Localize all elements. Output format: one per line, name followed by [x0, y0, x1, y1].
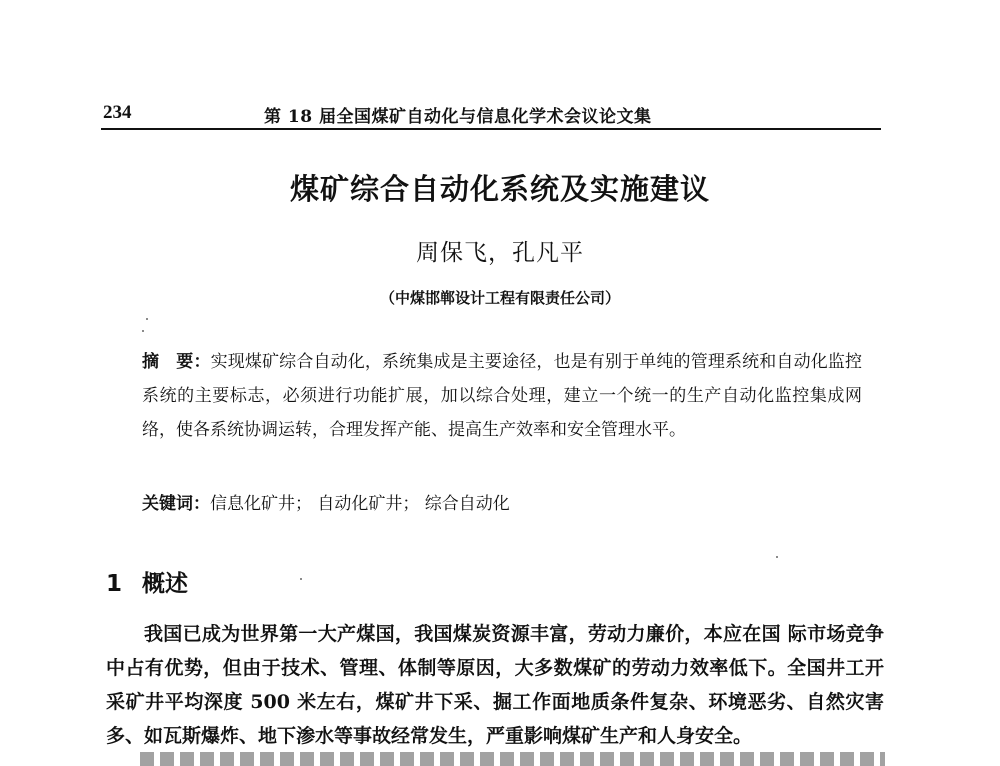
keywords-text: 信息化矿井； 自动化矿井； 综合自动化: [210, 494, 510, 514]
scan-speck: [146, 318, 148, 320]
article-title: 煤矿综合自动化系统及实施建议: [289, 172, 710, 206]
scan-speck: [776, 556, 778, 558]
keywords: [142, 487, 862, 521]
abstract: [142, 345, 862, 447]
abstract-label: 摘 要：: [142, 352, 211, 372]
keywords-label: 关键词：: [142, 494, 210, 514]
section-number: 1: [106, 571, 123, 597]
journal-title: 第 18 届全国煤矿自动化与信息化学术会议论文集: [264, 107, 652, 127]
scan-speck: [142, 330, 144, 332]
page-number: 234: [103, 102, 132, 123]
section-title: 概述: [142, 571, 188, 597]
affiliation: （中煤邯郸设计工程有限责任公司）: [379, 289, 620, 307]
abstract-text: 实现煤矿综合自动化，系统集成是主要途径，也是有别于单纯的管理系统和自动化监控系统的主要标志，必须进行功能扩展，加以综合处理，建立一个统一的生产自动化监控集成网络，使各系统协调运转，合理发挥产能、提高生产效率和安全管理水平。: [142, 352, 863, 440]
scan-speck: [300, 578, 302, 580]
body-paragraph: 我国已成为世界第一大产煤国，我国煤炭资源丰富，劳动力廉价，本应在国 际市场竞争中占有优势，但由于技术、管理、体制等原因，大多数煤矿的劳动力效率低下。全国井工开采矿井平均深度 500 米左右，煤矿井下采、掘工作面地质条件复杂、环境恶劣、自然灾害多、如瓦斯爆炸、地下渗水等事故经常发生，严重影响煤矿生产和人身安全。: [106, 623, 884, 747]
section-heading: [106, 565, 188, 598]
cutoff-text-line: [140, 746, 885, 766]
running-header: [101, 96, 881, 130]
authors: 周保飞，孔凡平: [416, 240, 584, 266]
